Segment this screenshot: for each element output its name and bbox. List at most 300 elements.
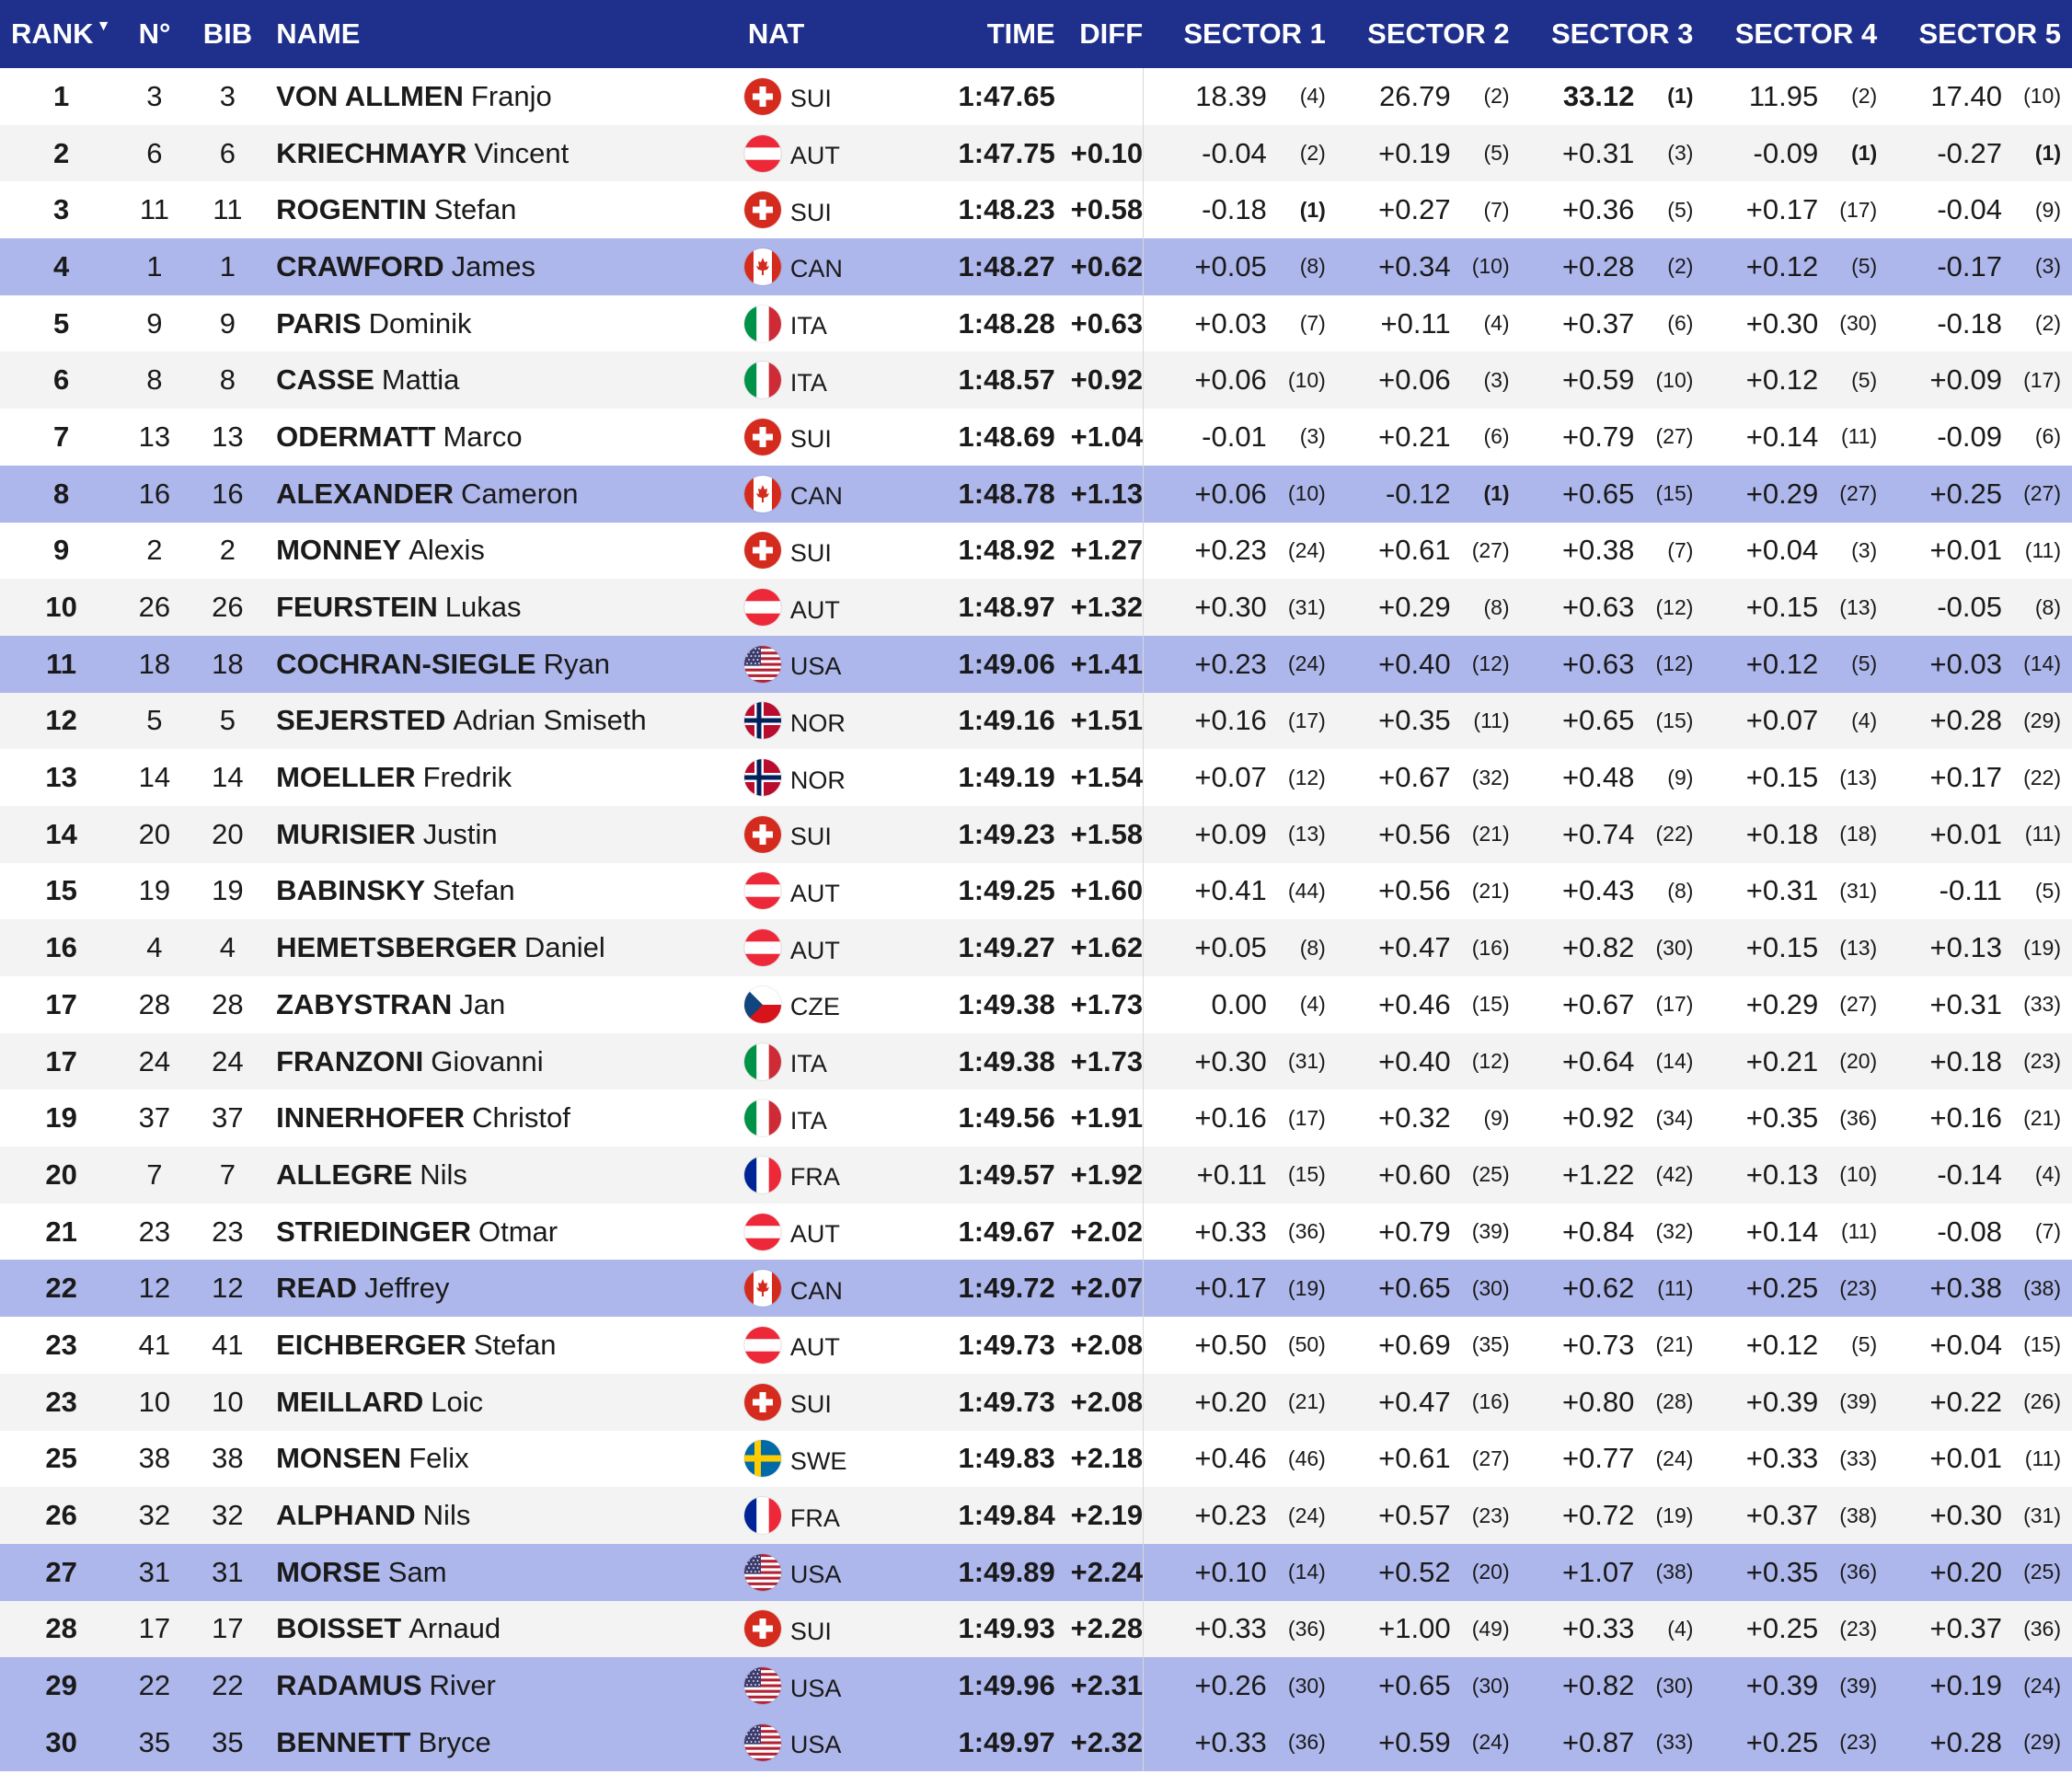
- austrian-flag-icon: [744, 1214, 781, 1250]
- sector-rank: (11): [1657, 1275, 1694, 1300]
- sector-rank: (11): [2024, 537, 2061, 562]
- diff-cell: +2.08: [1070, 1328, 1144, 1361]
- athlete-name[interactable]: [269, 1601, 744, 1658]
- sector-rank: (1): [2034, 141, 2061, 166]
- sector-rank: (25): [2023, 1560, 2061, 1584]
- table-row[interactable]: [0, 295, 2072, 352]
- table-row[interactable]: [0, 1033, 2072, 1090]
- athlete-name[interactable]: [269, 1260, 744, 1317]
- table-row[interactable]: [0, 976, 2072, 1033]
- sector-time: +0.59: [1561, 363, 1635, 397]
- bib-cell: 8: [219, 363, 236, 397]
- sector-time: +0.30: [1194, 1044, 1267, 1077]
- athlete-last-name: MONSEN: [276, 1442, 402, 1475]
- sector-time: +0.63: [1561, 647, 1635, 680]
- athlete-name[interactable]: [269, 125, 744, 182]
- sector-time: +0.30: [1929, 1499, 2002, 1532]
- athlete-name[interactable]: [269, 1033, 744, 1090]
- athlete-name[interactable]: [269, 523, 744, 580]
- sector-time: +0.28: [1929, 1725, 2002, 1758]
- sector-time: +0.73: [1561, 1328, 1635, 1361]
- athlete-last-name: CASSE: [276, 363, 374, 397]
- sector-time: +0.72: [1561, 1499, 1635, 1532]
- sector-rank: (10): [2023, 84, 2061, 109]
- sector-rank: (30): [1839, 311, 1878, 336]
- sector-3-cell: [1521, 1204, 1705, 1261]
- number-column-header[interactable]: N°: [138, 17, 171, 50]
- table-row[interactable]: [0, 1260, 2072, 1317]
- table-row[interactable]: [0, 1089, 2072, 1146]
- sector-3-cell: [1521, 68, 1705, 125]
- table-row[interactable]: [0, 238, 2072, 295]
- sector-5-cell: [1888, 806, 2072, 863]
- nation-code: SWE: [789, 1446, 847, 1475]
- start-number-cell: 17: [138, 1612, 171, 1645]
- sector-rank: (19): [2023, 935, 2061, 960]
- table-row[interactable]: [0, 579, 2072, 636]
- athlete-name[interactable]: [269, 1374, 744, 1431]
- athlete-first-name: Dominik: [368, 306, 472, 340]
- athlete-name[interactable]: [269, 1544, 744, 1601]
- sector-rank: (3): [1299, 424, 1326, 449]
- sector-3-cell: [1521, 1260, 1705, 1317]
- nation-code: SUI: [789, 1617, 832, 1645]
- athlete-name[interactable]: [269, 1146, 744, 1204]
- sector-rank: (8): [1299, 254, 1326, 279]
- nation-cell: [744, 1374, 891, 1431]
- sector-time: +0.30: [1745, 306, 1819, 340]
- sector-time: +0.19: [1378, 136, 1451, 169]
- sector-3-cell: [1521, 1317, 1705, 1374]
- sector-time: +0.65: [1561, 477, 1635, 510]
- start-number-cell: 28: [138, 987, 171, 1020]
- athlete-name[interactable]: [269, 1487, 744, 1544]
- sector-4-cell: [1704, 1146, 1888, 1204]
- sector-rank: (20): [1839, 1049, 1878, 1074]
- nation-code: ITA: [789, 1106, 827, 1135]
- sector-3-cell: [1521, 1431, 1705, 1488]
- sector-5-cell: [1888, 125, 2072, 182]
- table-row[interactable]: [0, 636, 2072, 693]
- sector-time: -0.04: [1202, 136, 1267, 169]
- sector-time: +0.04: [1745, 534, 1819, 567]
- sector-3-cell: [1521, 1601, 1705, 1658]
- sector-time: +0.17: [1745, 193, 1819, 226]
- athlete-name[interactable]: [269, 181, 744, 238]
- sector-time: -0.05: [1937, 591, 2002, 624]
- rank-cell: 11: [46, 647, 76, 680]
- sector-time: +0.21: [1378, 420, 1451, 453]
- sector-time: +0.29: [1745, 477, 1819, 510]
- nation-cell: [744, 1601, 891, 1658]
- sector-2-cell: [1337, 579, 1521, 636]
- time-cell: 1:49.27: [958, 931, 1055, 964]
- athlete-name[interactable]: [269, 238, 744, 295]
- diff-cell: +1.51: [1070, 704, 1144, 737]
- sector-1-cell: [1143, 1601, 1337, 1658]
- table-row[interactable]: [0, 1146, 2072, 1204]
- sector-time: +0.69: [1378, 1328, 1451, 1361]
- sector-4-cell: [1704, 1033, 1888, 1090]
- athlete-first-name: Cameron: [461, 477, 579, 510]
- time-cell: 1:49.96: [958, 1669, 1055, 1702]
- table-row[interactable]: [0, 919, 2072, 976]
- sector-3-cell: [1521, 636, 1705, 693]
- athlete-first-name: Ryan: [543, 647, 610, 680]
- sector-rank: (13): [1287, 822, 1326, 847]
- table-row[interactable]: [0, 1544, 2072, 1601]
- sort-down-icon: ▼: [96, 18, 111, 34]
- rank-cell: 28: [45, 1612, 77, 1645]
- nation-cell: [744, 1657, 891, 1714]
- athlete-first-name: Lukas: [444, 591, 522, 624]
- austrian-flag-icon: [744, 135, 781, 172]
- athlete-name[interactable]: [269, 579, 744, 636]
- sector-3-column-header[interactable]: SECTOR 3: [1550, 17, 1694, 50]
- sector-rank: (4): [1299, 992, 1326, 1017]
- table-row[interactable]: [0, 125, 2072, 182]
- sector-4-cell: [1704, 181, 1888, 238]
- sector-rank: (15): [2023, 1332, 2061, 1357]
- sector-1-cell: [1143, 919, 1337, 976]
- athlete-first-name: Arnaud: [409, 1612, 501, 1645]
- sector-rank: (33): [1655, 1730, 1694, 1755]
- sector-time: -0.11: [1939, 874, 2002, 907]
- table-row[interactable]: [0, 1204, 2072, 1261]
- rank-cell: 21: [45, 1215, 77, 1248]
- athlete-first-name: Daniel: [524, 931, 605, 964]
- sector-time: -0.09: [1937, 420, 2002, 453]
- athlete-last-name: ODERMATT: [276, 420, 436, 453]
- sector-3-cell: [1521, 523, 1705, 580]
- bib-cell: 41: [212, 1328, 244, 1361]
- table-row[interactable]: [0, 409, 2072, 466]
- time-cell: 1:49.67: [958, 1215, 1055, 1248]
- sector-rank: (12): [1655, 651, 1694, 676]
- us-flag-icon: [744, 1554, 781, 1591]
- start-number-cell: 5: [146, 704, 163, 737]
- time-cell: 1:49.38: [958, 1044, 1055, 1077]
- athlete-last-name: MURISIER: [276, 817, 416, 850]
- sector-time: +0.05: [1194, 931, 1267, 964]
- table-row[interactable]: [0, 466, 2072, 523]
- sector-1-cell: [1143, 351, 1337, 409]
- athlete-name[interactable]: [269, 68, 744, 125]
- sector-2-cell: [1337, 1601, 1521, 1658]
- sector-time: +0.09: [1929, 363, 2002, 397]
- sector-time: +0.35: [1745, 1555, 1819, 1588]
- sector-5-cell: [1888, 693, 2072, 750]
- sector-time: -0.18: [1937, 306, 2002, 340]
- sector-2-cell: [1337, 806, 1521, 863]
- sector-time: +0.40: [1378, 1044, 1451, 1077]
- diff-cell: +1.91: [1070, 1101, 1144, 1135]
- nation-cell: [744, 579, 891, 636]
- athlete-name[interactable]: [269, 693, 744, 750]
- sector-time: 0.00: [1211, 987, 1267, 1020]
- athlete-name[interactable]: [269, 1714, 744, 1771]
- table-row[interactable]: [0, 1487, 2072, 1544]
- sector-time: +0.06: [1378, 363, 1451, 397]
- athlete-first-name: Stefan: [432, 874, 515, 907]
- table-row[interactable]: [0, 1601, 2072, 1658]
- sector-rank: (10): [1839, 1162, 1878, 1187]
- sector-time: +0.31: [1929, 987, 2002, 1020]
- sector-2-cell: [1337, 863, 1521, 920]
- time-cell: 1:49.19: [958, 761, 1055, 794]
- sector-rank: (9): [1667, 765, 1694, 789]
- nation-code: ITA: [789, 1050, 827, 1078]
- sector-rank: (49): [1471, 1616, 1510, 1641]
- sector-rank: (2): [1667, 254, 1694, 279]
- sector-5-cell: [1888, 1657, 2072, 1714]
- athlete-name[interactable]: [269, 919, 744, 976]
- rank-column-header[interactable]: [0, 0, 122, 68]
- athlete-name[interactable]: [269, 976, 744, 1033]
- sector-rank: (28): [1655, 1389, 1694, 1414]
- sector-rank: (14): [1655, 1049, 1694, 1074]
- rank-cell: 17: [45, 1044, 77, 1077]
- sector-5-cell: [1888, 919, 2072, 976]
- sector-rank: (3): [1667, 141, 1694, 166]
- athlete-name[interactable]: [269, 1317, 744, 1374]
- table-row[interactable]: [0, 806, 2072, 863]
- athlete-name[interactable]: [269, 351, 744, 409]
- sector-time: +0.46: [1378, 987, 1451, 1020]
- diff-cell: +0.10: [1070, 136, 1144, 169]
- sector-2-cell: [1337, 1317, 1521, 1374]
- time-cell: 1:49.38: [958, 987, 1055, 1020]
- sector-time: +0.59: [1378, 1725, 1451, 1758]
- nation-cell: [744, 351, 891, 409]
- bib-cell: 6: [219, 136, 236, 169]
- sector-rank: (23): [1839, 1275, 1878, 1300]
- table-header: [0, 0, 2072, 68]
- athlete-last-name: ROGENTIN: [276, 193, 427, 226]
- nation-code: ITA: [789, 312, 827, 340]
- start-number-cell: 16: [138, 477, 171, 510]
- rank-cell: 20: [45, 1158, 77, 1191]
- nation-code: FRA: [789, 1503, 840, 1532]
- sector-time: +0.50: [1194, 1328, 1267, 1361]
- nation-cell: [744, 68, 891, 125]
- sector-rank: (27): [1471, 537, 1510, 562]
- table-row[interactable]: [0, 749, 2072, 806]
- start-number-cell: 14: [138, 761, 171, 794]
- sector-rank: (4): [1483, 311, 1510, 336]
- rank-cell: 10: [45, 591, 77, 624]
- sector-2-cell: [1337, 125, 1521, 182]
- table-row[interactable]: [0, 1317, 2072, 1374]
- sector-5-cell: [1888, 1317, 2072, 1374]
- sector-rank: (25): [1471, 1162, 1510, 1187]
- sector-time: +0.25: [1929, 477, 2002, 510]
- rank-cell: 2: [52, 136, 70, 169]
- sector-time: +0.40: [1378, 647, 1451, 680]
- sector-time: +0.15: [1745, 591, 1819, 624]
- sector-rank: (8): [1299, 935, 1326, 960]
- diff-column-header[interactable]: DIFF: [1079, 17, 1144, 50]
- sector-rank: (36): [1839, 1560, 1878, 1584]
- sector-rank: (27): [1839, 992, 1878, 1017]
- sector-rank: (30): [1471, 1673, 1510, 1698]
- sector-1-cell: [1143, 409, 1337, 466]
- sector-time: +0.56: [1378, 874, 1451, 907]
- sector-1-cell: [1143, 181, 1337, 238]
- athlete-last-name: READ: [276, 1272, 357, 1305]
- table-row[interactable]: [0, 1431, 2072, 1488]
- athlete-name[interactable]: [269, 749, 744, 806]
- name-column-header[interactable]: NAME: [276, 17, 361, 50]
- table-row[interactable]: [0, 181, 2072, 238]
- bib-cell: 5: [219, 704, 236, 737]
- sector-time: 18.39: [1195, 79, 1267, 112]
- table-row[interactable]: [0, 863, 2072, 920]
- swiss-flag-icon: [744, 191, 781, 228]
- bib-cell: 26: [212, 591, 244, 624]
- table-row[interactable]: [0, 1657, 2072, 1714]
- sector-5-cell: [1888, 1204, 2072, 1261]
- diff-cell: +0.58: [1070, 193, 1144, 226]
- sector-2-cell: [1337, 523, 1521, 580]
- norwegian-flag-icon: [744, 702, 781, 739]
- athlete-name[interactable]: [269, 1204, 744, 1261]
- sector-time: -0.09: [1753, 136, 1819, 169]
- sector-rank: (24): [1471, 1730, 1510, 1755]
- start-number-cell: 9: [146, 306, 163, 340]
- canadian-flag-icon: [744, 248, 781, 285]
- table-row[interactable]: [0, 523, 2072, 580]
- sector-5-cell: [1888, 238, 2072, 295]
- bib-cell: 9: [219, 306, 236, 340]
- sector-rank: (46): [1287, 1446, 1326, 1470]
- sector-time: +0.14: [1745, 1215, 1819, 1248]
- nation-cell: [744, 693, 891, 750]
- athlete-name[interactable]: [269, 1431, 744, 1488]
- sector-2-cell: [1337, 976, 1521, 1033]
- sector-4-column-header[interactable]: SECTOR 4: [1734, 17, 1878, 50]
- sector-time: +0.15: [1745, 931, 1819, 964]
- sector-1-cell: [1143, 1374, 1337, 1431]
- diff-cell: +1.92: [1070, 1158, 1144, 1191]
- sector-5-cell: [1888, 466, 2072, 523]
- athlete-name[interactable]: [269, 466, 744, 523]
- sector-time: +0.07: [1194, 761, 1267, 794]
- athlete-first-name: Jeffrey: [363, 1272, 450, 1305]
- time-cell: 1:48.69: [958, 420, 1055, 453]
- nation-code: ITA: [789, 368, 827, 397]
- athlete-name[interactable]: [269, 1657, 744, 1714]
- sector-2-cell: [1337, 919, 1521, 976]
- sector-time: +0.26: [1194, 1669, 1267, 1702]
- nation-code: NOR: [789, 766, 846, 794]
- start-number-cell: 37: [138, 1101, 171, 1135]
- sector-4-cell: [1704, 1544, 1888, 1601]
- time-cell: 1:49.73: [958, 1328, 1055, 1361]
- nation-code: SUI: [789, 85, 832, 113]
- sector-time: +0.62: [1561, 1272, 1635, 1305]
- sector-rank: (35): [1471, 1332, 1510, 1357]
- sector-5-cell: [1888, 1146, 2072, 1204]
- sector-time: +0.07: [1745, 704, 1819, 737]
- sector-5-column-header[interactable]: SECTOR 5: [1918, 17, 2061, 50]
- table-row[interactable]: [0, 1714, 2072, 1771]
- table-row[interactable]: [0, 693, 2072, 750]
- athlete-last-name: INNERHOFER: [276, 1101, 466, 1135]
- athlete-name[interactable]: [269, 636, 744, 693]
- table-row[interactable]: [0, 351, 2072, 409]
- time-column-header[interactable]: TIME: [986, 17, 1055, 50]
- athlete-name[interactable]: [269, 863, 744, 920]
- sector-rank: (11): [1841, 424, 1878, 449]
- athlete-last-name: CRAWFORD: [276, 249, 444, 282]
- athlete-name[interactable]: [269, 806, 744, 863]
- sector-1-cell: [1143, 806, 1337, 863]
- sector-rank: (27): [1655, 424, 1694, 449]
- bib-cell: 38: [212, 1442, 244, 1475]
- sector-4-cell: [1704, 238, 1888, 295]
- start-number-cell: 35: [138, 1725, 171, 1758]
- sector-rank: (30): [1655, 935, 1694, 960]
- athlete-first-name: Giovanni: [431, 1044, 544, 1077]
- sector-time: +0.12: [1745, 647, 1819, 680]
- athlete-name[interactable]: [269, 1089, 744, 1146]
- sector-time: +0.61: [1378, 534, 1451, 567]
- athlete-first-name: Bryce: [418, 1725, 491, 1758]
- bib-column-header[interactable]: BIB: [202, 17, 253, 50]
- nation-code: AUT: [789, 1220, 840, 1249]
- sector-rank: (24): [1287, 1503, 1326, 1527]
- sector-time: +0.05: [1194, 249, 1267, 282]
- athlete-name[interactable]: [269, 295, 744, 352]
- sector-rank: (36): [1287, 1616, 1326, 1641]
- sector-time: +0.11: [1196, 1158, 1267, 1191]
- rank-cell: 26: [45, 1499, 77, 1532]
- sector-5-cell: [1888, 1714, 2072, 1771]
- nat-column-header[interactable]: NAT: [747, 17, 805, 50]
- rank-cell: 12: [45, 704, 77, 737]
- sector-time: +0.03: [1929, 647, 2002, 680]
- sector-rank: (19): [1655, 1503, 1694, 1527]
- table-row[interactable]: [0, 1374, 2072, 1431]
- sector-rank: (39): [1471, 1219, 1510, 1244]
- sector-rank: (15): [1471, 992, 1510, 1017]
- sector-rank: (8): [2034, 594, 2061, 619]
- athlete-first-name: Sam: [387, 1555, 447, 1588]
- sector-time: +0.18: [1929, 1044, 2002, 1077]
- start-number-cell: 6: [146, 136, 163, 169]
- sector-rank: (11): [1841, 1219, 1878, 1244]
- rank-cell: 5: [52, 306, 70, 340]
- sector-2-column-header[interactable]: SECTOR 2: [1367, 17, 1510, 50]
- sector-time: +0.01: [1929, 817, 2002, 850]
- rank-cell: 9: [52, 534, 70, 567]
- rank-cell: 4: [52, 249, 70, 282]
- nation-cell: [744, 863, 891, 920]
- sector-time: +0.23: [1194, 1499, 1267, 1532]
- sector-rank: (4): [1851, 708, 1878, 732]
- table-row[interactable]: [0, 68, 2072, 125]
- sector-rank: (9): [2034, 197, 2061, 222]
- rank-cell: 3: [52, 193, 70, 226]
- sector-rank: (39): [1839, 1389, 1878, 1414]
- athlete-name[interactable]: [269, 409, 744, 466]
- sector-rank: (36): [2023, 1616, 2061, 1641]
- sector-1-column-header[interactable]: SECTOR 1: [1183, 17, 1326, 50]
- nation-cell: [744, 1260, 891, 1317]
- diff-cell: +1.73: [1070, 1044, 1144, 1077]
- sector-1-cell: [1143, 579, 1337, 636]
